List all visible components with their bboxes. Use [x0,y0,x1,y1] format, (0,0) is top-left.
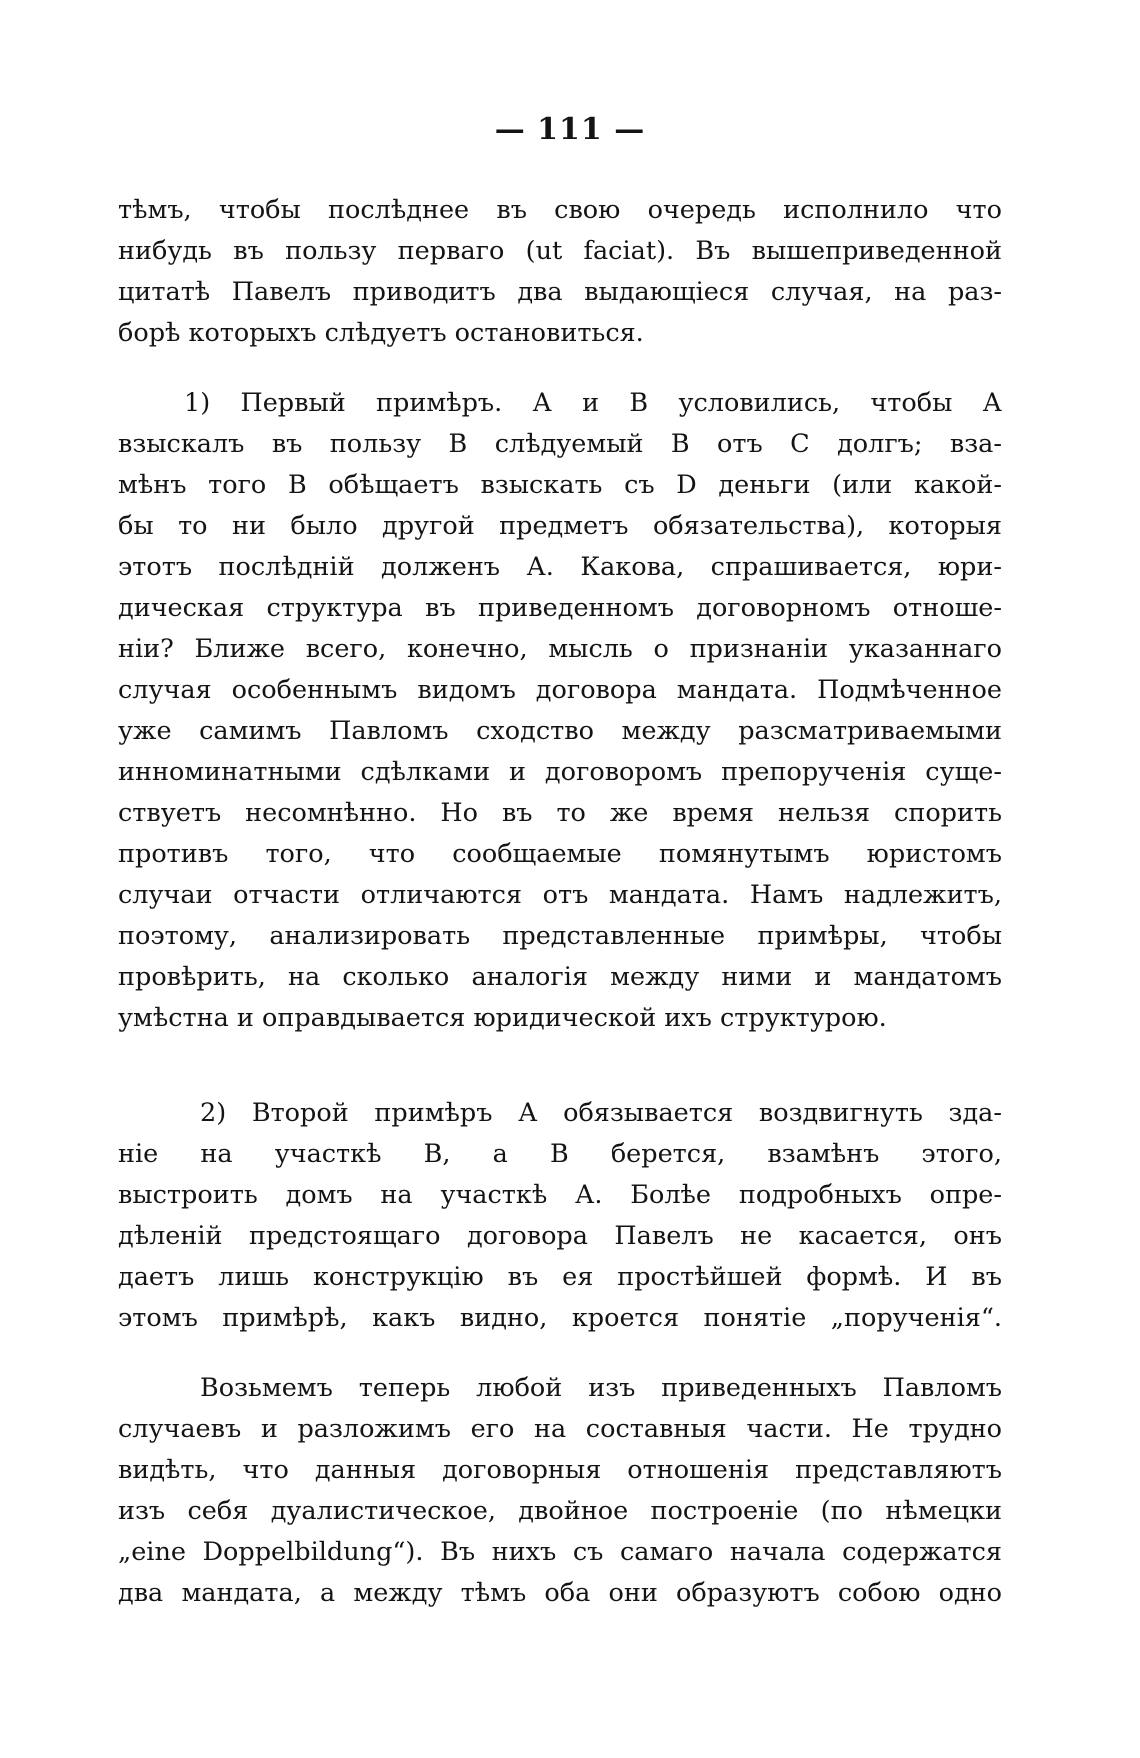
text-line: два мандата, а между тѣмъ оба они образуютъ собою одно [118,1578,1002,1608]
text-line: дическая структура въ приведенномъ договорномъ отноше- [118,593,1002,623]
text-line: видѣть, что данныя договорныя отношенія представляютъ [118,1455,1002,1485]
text-line: „eine Doppelbildung“). Въ нихъ съ самаго начала содержатся [118,1537,1002,1567]
paragraph-analysis [118,1368,1002,1614]
text-line: взыскалъ въ пользу В слѣдуемый В отъ С долгъ; вза- [118,429,1002,459]
text-line: дѣленій предстоящаго договора Павелъ не касается, онъ [118,1221,1002,1251]
text-line: 2) Второй примѣръ А обязывается воздвигнуть зда- [200,1098,1002,1128]
text-line: инноминатными сдѣлками и договоромъ препорученія суще- [118,757,1002,787]
text-line: выстроить домъ на участкѣ А. Болѣе подробныхъ опре- [118,1180,1002,1210]
text-line: уже самимъ Павломъ сходство между разсматриваемыми [118,716,1002,746]
text-line: Возьмемъ теперь любой изъ приведенныхъ Павломъ [200,1373,1002,1403]
text-line: тѣмъ, чтобы послѣднее въ свою очередь исполнило что [118,195,1002,225]
paragraph-second-example [118,1093,1002,1339]
paragraph-first-example [118,383,1002,1039]
text-line: случая особеннымъ видомъ договора мандата. Подмѣченное [118,675,1002,705]
text-line: поэтому, анализировать представленные примѣры, чтобы [118,921,1002,951]
text-line: цитатѣ Павелъ приводитъ два выдающіеся случая, на раз- [118,277,1002,307]
text-line: этомъ примѣрѣ, какъ видно, кроется понятіе „порученія“. [118,1303,1002,1333]
text-line: случаи отчасти отличаются отъ мандата. Намъ надлежитъ, [118,880,1002,910]
text-line: этотъ послѣдній долженъ А. Какова, спрашивается, юри- [118,552,1002,582]
text-line: умѣстна и оправдывается юридической ихъ структурою. [118,1003,887,1033]
text-line: случаевъ и разложимъ его на составныя части. Не трудно [118,1414,1002,1444]
text-line: изъ себя дуалистическое, двойное построеніе (по нѣмецки [118,1496,1002,1526]
text-line: противъ того, что сообщаемые помянутымъ юристомъ [118,839,1002,869]
text-line: ствуетъ несомнѣнно. Но въ то же время нельзя спорить [118,798,1002,828]
text-line: мѣнъ того В обѣщаетъ взыскать съ D деньги (или какой- [118,470,1002,500]
page-number: — 111 — [494,112,646,147]
text-line: ніе на участкѣ В, а В берется, взамѣнъ этого, [118,1139,1002,1169]
text-line: провѣрить, на сколько аналогія между ними и мандатомъ [118,962,1002,992]
paragraph-intro-continuation [118,190,1002,354]
text-line: 1) Первый примѣръ. А и В условились, чтобы А [184,388,1002,418]
text-line: даетъ лишь конструкцію въ ея простѣйшей формѣ. И въ [118,1262,1002,1292]
text-line: бы то ни было другой предметъ обязательства), которыя [118,511,1002,541]
text-line: ніи? Ближе всего, конечно, мысль о признаніи указаннаго [118,634,1002,664]
text-line: нибудь въ пользу перваго (ut faciat). Въ вышеприведенной [118,236,1002,266]
text-line: борѣ которыхъ слѣдуетъ остановиться. [118,318,644,348]
